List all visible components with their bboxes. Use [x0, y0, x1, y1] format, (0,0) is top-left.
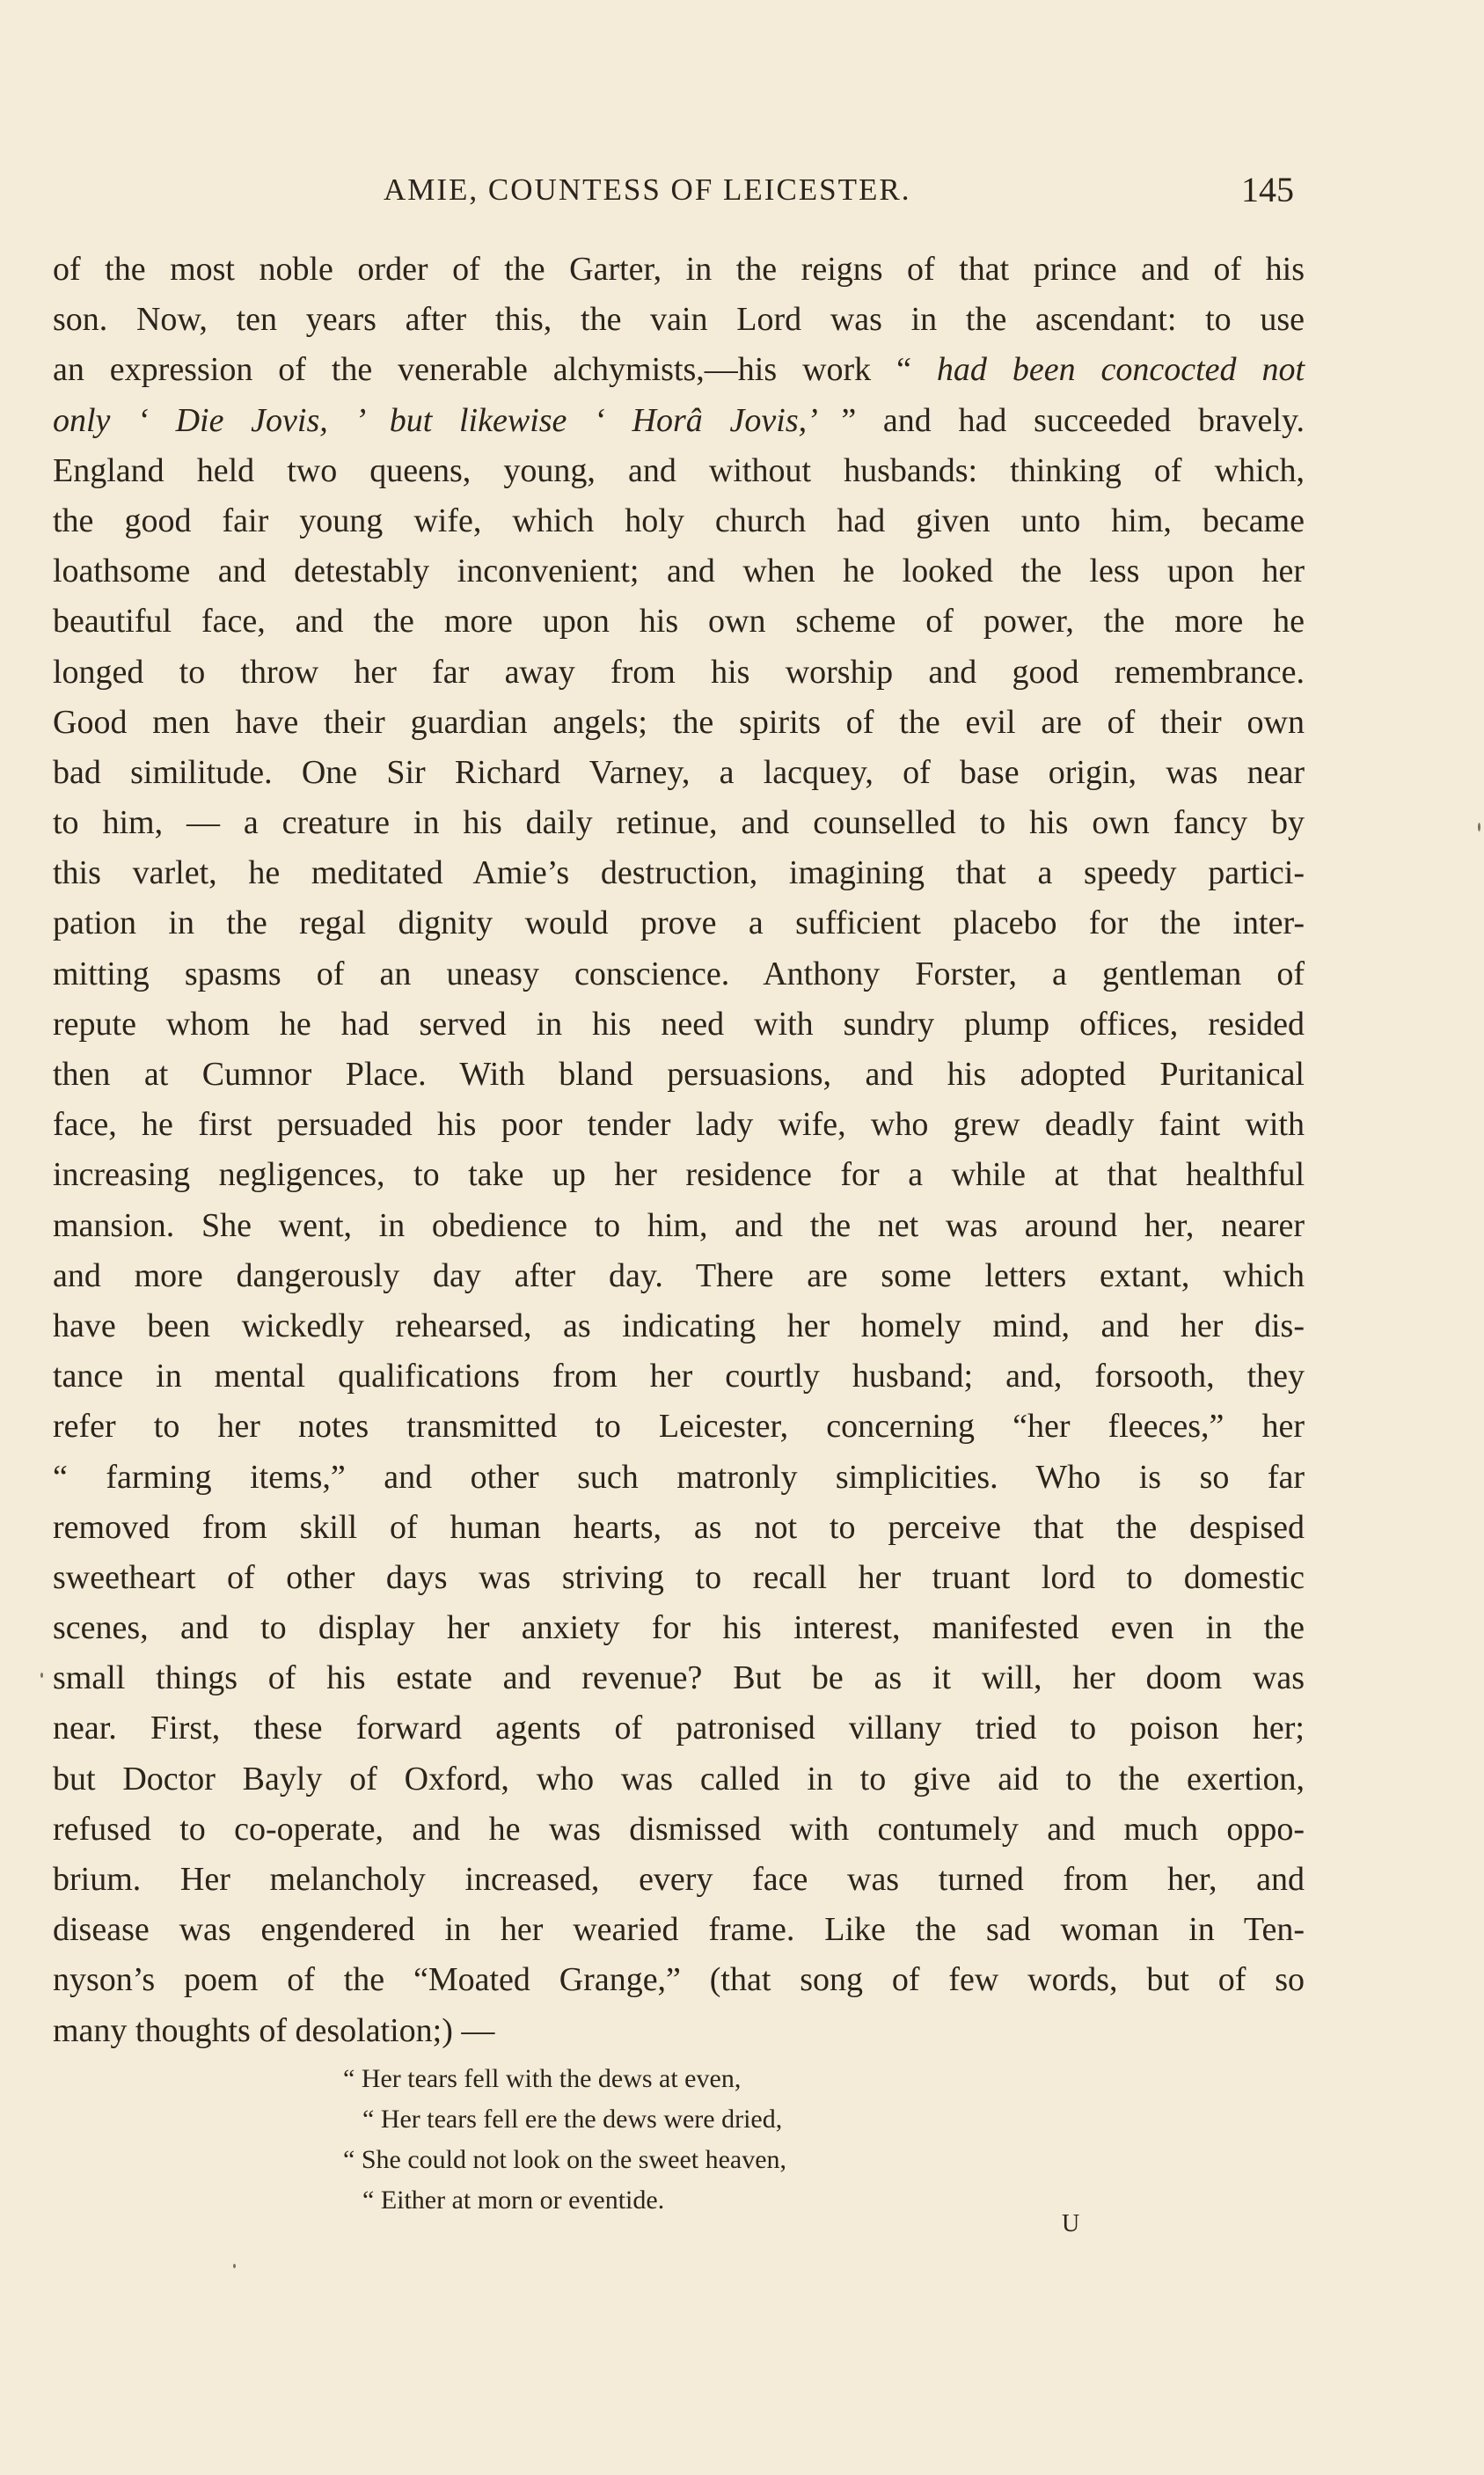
- text-segment: small things of his estate and revenue? But be as it will, her doom was: [53, 1659, 1305, 1697]
- text-line: [53, 848, 1305, 898]
- italic-text-segment: only ‘ Die Jovis, ’ but likewise ‘ Horâ Jovis,’: [53, 401, 842, 439]
- text-segment: face, he first persuaded his poor tender lady wife, who grew deadly faint with: [53, 1106, 1305, 1144]
- paper-speck: [1478, 823, 1480, 831]
- text-segment: then at Cumnor Place. With bland persuasions, and his adopted Puritanical: [53, 1056, 1305, 1093]
- text-line: [53, 1503, 1305, 1553]
- text-segment: of the most noble order of the Garter, in the reigns of that prince and of his: [53, 251, 1305, 288]
- running-head-title: AMIE, COUNTESS OF LEICESTER.: [384, 172, 911, 207]
- text-line: [53, 446, 1305, 496]
- text-segment: the good fair young wife, which holy church had given unto him, became: [53, 502, 1305, 539]
- verse-line: “ Her tears fell ere the dews were dried,: [362, 2105, 783, 2134]
- text-line: [53, 1100, 1305, 1150]
- page-number: 145: [1241, 170, 1294, 209]
- verse-line: “ Either at morn or eventide.: [362, 2186, 665, 2215]
- text-segment: repute whom he had served in his need with sundry plump offices, resided: [53, 1005, 1305, 1043]
- signature-mark: U: [1062, 2210, 1080, 2237]
- text-line: [53, 245, 1305, 295]
- text-line: [53, 1402, 1305, 1452]
- text-line: [53, 1201, 1305, 1251]
- paper-speck: [40, 1673, 43, 1678]
- text-segment: nyson’s poem of the “Moated Grange,” (that song of few words, but of so: [53, 1961, 1305, 1999]
- text-line: [53, 345, 1305, 395]
- text-segment: ” and had succeeded bravely.: [841, 401, 1305, 439]
- text-line: [53, 748, 1305, 798]
- text-line: [53, 1905, 1305, 1955]
- text-segment: son. Now, ten years after this, the vain Lord was in the ascendant: to use: [53, 301, 1305, 339]
- text-line: [53, 1703, 1305, 1754]
- text-line: [53, 798, 1305, 848]
- text-line: [53, 1855, 1305, 1905]
- text-segment: to him, — a creature in his daily retinue, and counselled to his own fancy by: [53, 804, 1305, 842]
- text-segment: brium. Her melancholy increased, every face was turned from her, and: [53, 1861, 1305, 1898]
- text-segment: mitting spasms of an uneasy conscience. Anthony Forster, a gentleman of: [53, 955, 1305, 992]
- text-line: [53, 396, 1305, 446]
- text-segment: “ farming items,” and other such matronly simplicities. Who is so far: [53, 1458, 1305, 1496]
- text-line: [53, 698, 1305, 748]
- text-segment: this varlet, he meditated Amie’s destruction, imagining that a speedy partici-: [53, 854, 1305, 892]
- text-segment: tance in mental qualifications from her courtly husband; and, forsooth, they: [53, 1358, 1305, 1395]
- text-segment: have been wickedly rehearsed, as indicating her homely mind, and her dis-: [53, 1307, 1305, 1344]
- text-line: [53, 295, 1305, 345]
- text-line: [53, 1301, 1305, 1351]
- text-line: [53, 1603, 1305, 1653]
- text-segment: loathsome and detestably inconvenient; and when he looked the less upon her: [53, 553, 1305, 590]
- text-line: [53, 1453, 1305, 1503]
- text-segment: mansion. She went, in obedience to him, and the net was around her, nearer: [53, 1206, 1305, 1244]
- text-segment: England held two queens, young, and without husbands: thinking of which,: [53, 451, 1305, 489]
- text-segment: many thoughts of desolation;) —: [53, 2011, 495, 2049]
- verse-line: “ She could not look on the sweet heaven,: [343, 2145, 787, 2174]
- text-line: [53, 1351, 1305, 1402]
- text-line: [53, 496, 1305, 546]
- text-segment: beautiful face, and the more upon his own scheme of power, the more he: [53, 603, 1305, 641]
- text-segment: refer to her notes transmitted to Leicester, concerning “her fleeces,” her: [53, 1408, 1305, 1446]
- text-line: [53, 1000, 1305, 1050]
- text-line: [53, 2006, 1305, 2056]
- verse-quotation: [343, 2059, 1047, 2221]
- verse-line: “ Her tears fell with the dews at even,: [343, 2064, 742, 2093]
- text-line: [53, 1805, 1305, 1855]
- text-segment: and more dangerously day after day. There are some letters extant, which: [53, 1256, 1305, 1294]
- body-text: [53, 245, 1305, 2056]
- text-segment: disease was engendered in her wearied frame. Like the sad woman in Ten-: [53, 1911, 1305, 1949]
- paper-speck: [233, 2264, 236, 2268]
- text-line: [53, 1754, 1305, 1805]
- text-segment: removed from skill of human hearts, as not to perceive that the despised: [53, 1508, 1305, 1546]
- text-segment: bad similitude. One Sir Richard Varney, a lacquey, of base origin, was near: [53, 753, 1305, 791]
- text-segment: increasing negligences, to take up her residence for a while at that healthful: [53, 1156, 1305, 1194]
- text-line: [53, 1653, 1305, 1703]
- running-head: [0, 172, 1484, 216]
- text-line: [53, 648, 1305, 698]
- text-line: [53, 949, 1305, 1000]
- text-line: [53, 1150, 1305, 1200]
- text-line: [53, 1251, 1305, 1301]
- text-segment: near. First, these forward agents of patronised villany tried to poison her;: [53, 1710, 1305, 1747]
- text-segment: scenes, and to display her anxiety for his interest, manifested even in the: [53, 1609, 1305, 1647]
- text-line: [53, 898, 1305, 948]
- text-segment: sweetheart of other days was striving to recall her truant lord to domestic: [53, 1558, 1305, 1596]
- text-segment: an expression of the venerable alchymists,—his work “: [53, 351, 937, 389]
- text-segment: refused to co-operate, and he was dismissed with contumely and much oppo-: [53, 1810, 1305, 1848]
- text-segment: longed to throw her far away from his worship and good remembrance.: [53, 653, 1305, 691]
- text-line: [53, 1553, 1305, 1603]
- text-line: [53, 546, 1305, 597]
- text-segment: pation in the regal dignity would prove a sufficient placebo for the inter-: [53, 904, 1305, 942]
- text-line: [53, 1050, 1305, 1100]
- text-line: [53, 597, 1305, 647]
- text-segment: Good men have their guardian angels; the spirits of the evil are of their own: [53, 703, 1305, 741]
- text-segment: but Doctor Bayly of Oxford, who was called in to give aid to the exertion,: [53, 1760, 1305, 1798]
- text-line: [53, 1955, 1305, 2005]
- italic-text-segment: had been concocted not: [936, 351, 1305, 389]
